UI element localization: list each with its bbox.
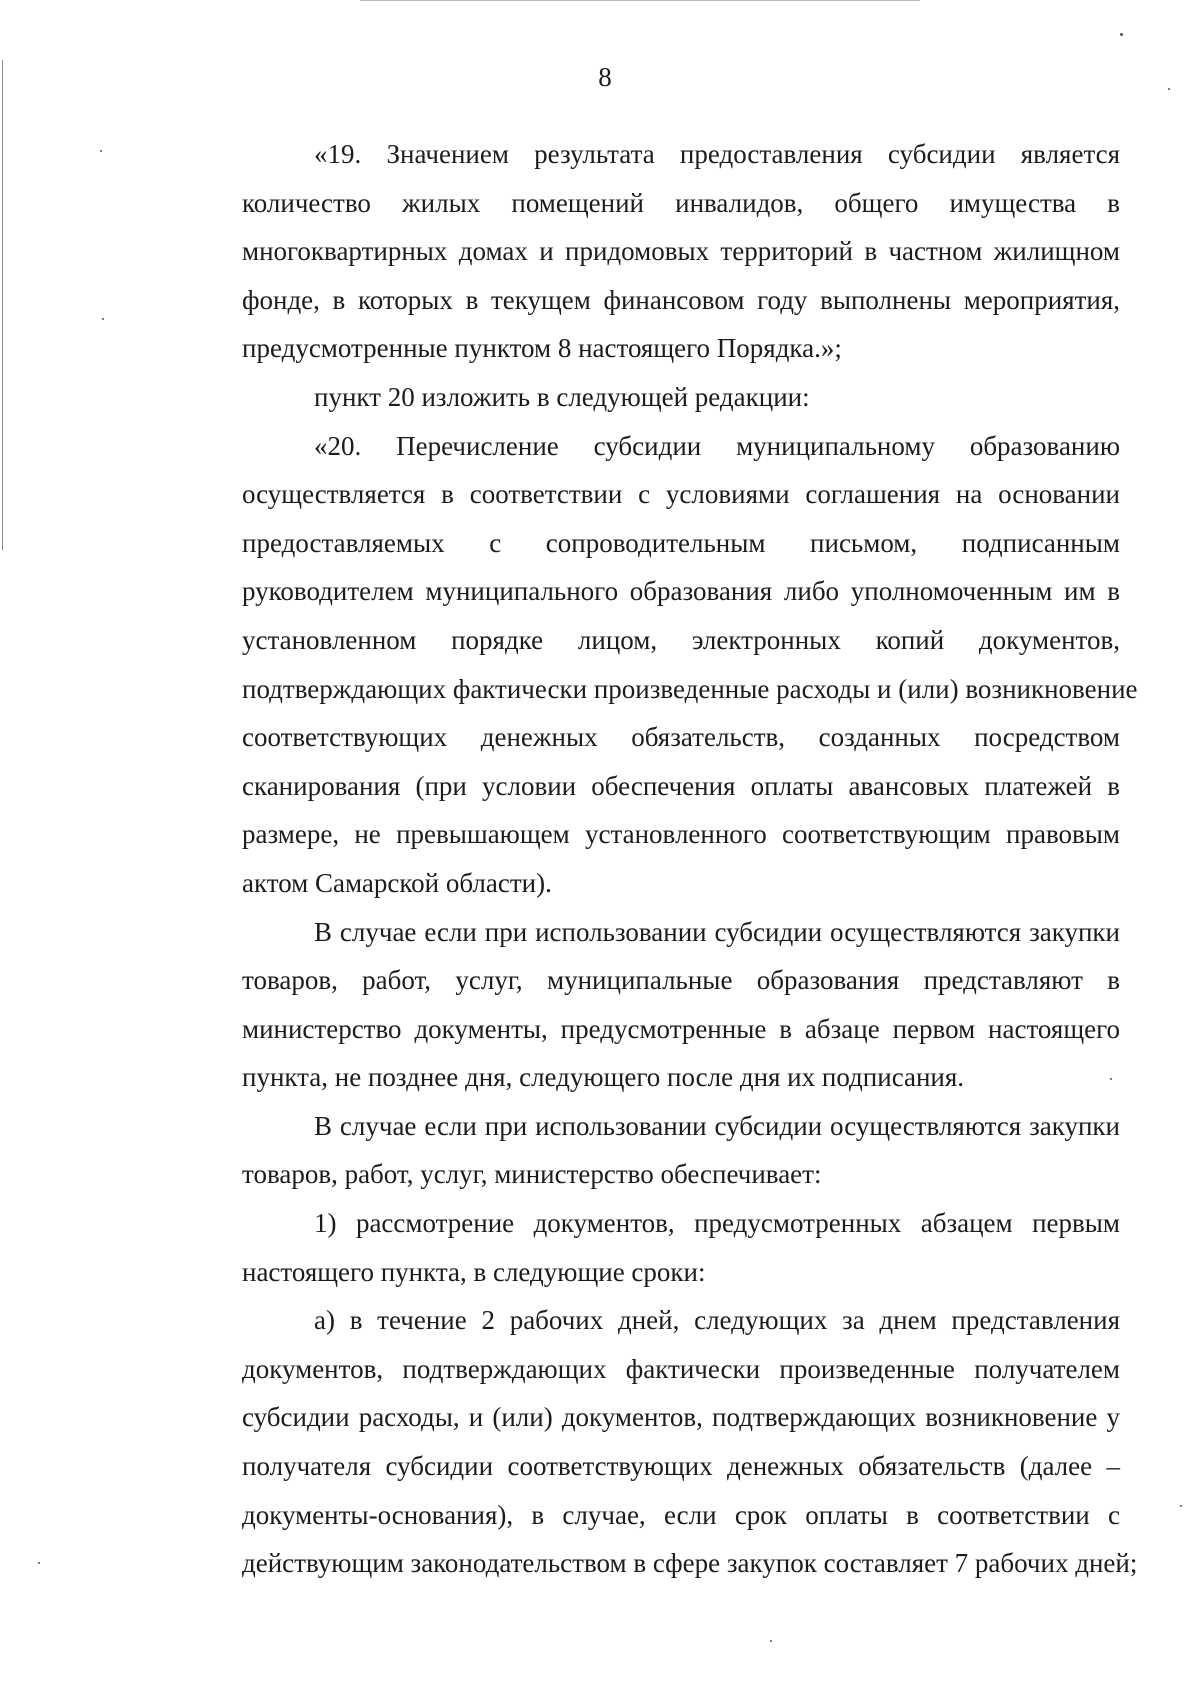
scan-top-edge <box>360 0 920 1</box>
text-line: «20. Перечисление субсидии муниципальному образованию <box>314 430 1120 461</box>
scan-speck <box>102 318 104 320</box>
paragraph-19 <box>170 130 1120 373</box>
text-line: подтверждающих фактически произведенные расходы и (или) возникновение <box>242 673 1138 704</box>
scan-left-edge <box>2 60 3 550</box>
scan-speck <box>1120 33 1123 36</box>
text-line: установленном порядке лицом, электронных копий документов, <box>242 624 1120 655</box>
scan-speck <box>1110 1078 1112 1080</box>
text-line: предоставляемых с сопроводительным письмом, подписанным <box>242 527 1120 558</box>
text-line: руководителем муниципального образования либо уполномоченным им в <box>242 576 1120 607</box>
text-line: действующим законодательством в сфере закупок составляет 7 рабочих дней; <box>242 1548 1138 1579</box>
text-line: осуществляется в соответствии с условиями соглашения на основании <box>242 479 1120 510</box>
text-line: «19. Значением результата предоставления субсидии является <box>314 139 1120 169</box>
text-line: пункта, не позднее дня, следующего после дня их подписания. <box>242 1062 965 1093</box>
paragraph-item-a <box>170 1296 1138 1588</box>
text-line: 1) рассмотрение документов, предусмотренных абзацем первым <box>314 1208 1120 1239</box>
paragraph-20 <box>170 422 1138 908</box>
text-line: товаров, работ, услуг, министерство обеспечивает: <box>242 1159 822 1190</box>
scan-speck <box>1168 88 1170 90</box>
paragraph-procurement-1 <box>170 908 1120 1102</box>
scan-speck <box>100 150 102 152</box>
text-line: документов, подтверждающих фактически произведенные получателем <box>242 1353 1120 1384</box>
paragraph-instruction <box>170 373 1120 422</box>
paragraph-procurement-2 <box>170 1102 1120 1199</box>
text-line: В случае если при использовании субсидии осуществляются закупки <box>314 916 1120 947</box>
text-line: многоквартирных домах и придомовых территорий в частном жилищном <box>242 236 1120 267</box>
page-number: 8 <box>598 62 612 92</box>
scan-speck <box>770 1640 772 1642</box>
document-body <box>170 130 1138 1588</box>
text-line: а) в течение 2 рабочих дней, следующих за днем представления <box>314 1305 1120 1336</box>
paragraph-item-1 <box>170 1199 1120 1296</box>
text-line: получателя субсидии соответствующих денежных обязательств (далее – <box>242 1451 1120 1482</box>
text-line: предусмотренные пунктом 8 настоящего Порядка.»; <box>242 333 842 364</box>
text-line: актом Самарской области). <box>242 867 552 898</box>
text-line: количество жилых помещений инвалидов, общего имущества в <box>242 187 1120 218</box>
text-line: фонде, в которых в текущем финансовом году выполнены мероприятия, <box>242 284 1120 315</box>
text-line: товаров, работ, услуг, муниципальные образования представляют в <box>242 965 1120 996</box>
scan-speck <box>1180 1505 1182 1507</box>
text-line: В случае если при использовании субсидии осуществляются закупки <box>314 1110 1120 1141</box>
text-line: документы-основания), в случае, если срок оплаты в соответствии с <box>242 1499 1120 1530</box>
text-line: пункт 20 изложить в следующей редакции: <box>314 381 810 412</box>
text-line: размере, не превышающем установленного соответствующим правовым <box>242 819 1120 850</box>
scan-speck <box>38 1562 40 1564</box>
text-line: сканирования (при условии обеспечения оплаты авансовых платежей в <box>242 770 1120 801</box>
text-line: соответствующих денежных обязательств, созданных посредством <box>242 722 1120 753</box>
text-line: министерство документы, предусмотренные в абзаце первом настоящего <box>242 1013 1120 1044</box>
text-line: настоящего пункта, в следующие сроки: <box>242 1256 706 1287</box>
text-line: субсидии расходы, и (или) документов, подтверждающих возникновение у <box>242 1402 1120 1433</box>
